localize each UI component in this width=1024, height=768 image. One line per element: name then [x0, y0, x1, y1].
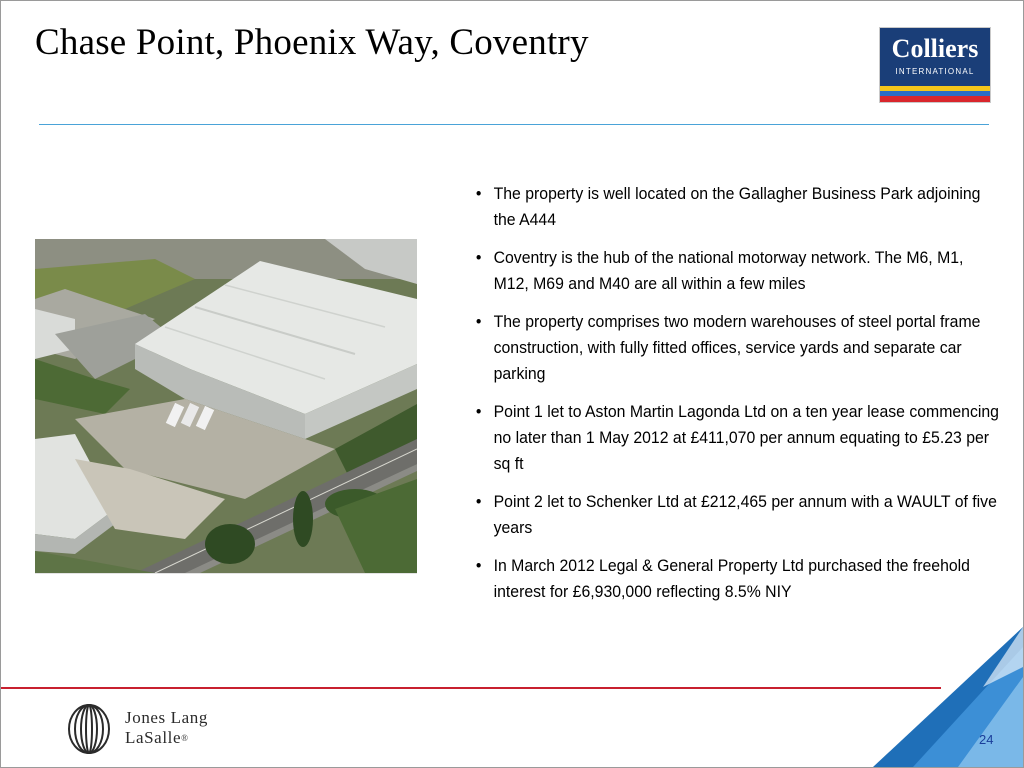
- bullet-item: • The property comprises two modern warehouses of steel portal frame construction, with fully fitted offices, service yards and separate car parking: [475, 309, 1000, 387]
- aerial-photo: [35, 239, 417, 574]
- jll-line2: LaSalle: [125, 728, 182, 747]
- bullet-item: • Coventry is the hub of the national motorway network. The M6, M1, M12, M69 and M40 are all within a few miles: [475, 245, 1000, 297]
- bullet-list: [475, 181, 999, 617]
- slide-title: Chase Point, Phoenix Way, Coventry: [35, 22, 589, 63]
- page-number: 24: [979, 732, 994, 747]
- bullet-item: • Point 2 let to Schenker Ltd at £212,465 per annum with a WAULT of five years: [475, 489, 1000, 541]
- colliers-logo: [879, 27, 991, 103]
- registered-mark: ®: [181, 733, 189, 743]
- bullet-item: • Point 1 let to Aston Martin Lagonda Ltd on a ten year lease commencing no later than 1 May 2012 at £411,070 per annum equating to £5.23 per sq ft: [475, 399, 1000, 477]
- title-divider: [39, 124, 989, 125]
- colliers-stripe-red: [880, 96, 990, 103]
- bullet-item: • In March 2012 Legal & General Property Ltd purchased the freehold interest for £6,930,000 reflecting 8.5% NIY: [475, 553, 1000, 605]
- jll-line1: Jones Lang: [125, 708, 208, 727]
- colliers-logo-name: Colliers: [891, 34, 979, 63]
- jll-logo-text: [125, 708, 208, 748]
- colliers-logo-subtitle: INTERNATIONAL: [895, 67, 975, 76]
- bullet-item: • The property is well located on the Gallagher Business Park adjoining the A444: [475, 181, 1000, 233]
